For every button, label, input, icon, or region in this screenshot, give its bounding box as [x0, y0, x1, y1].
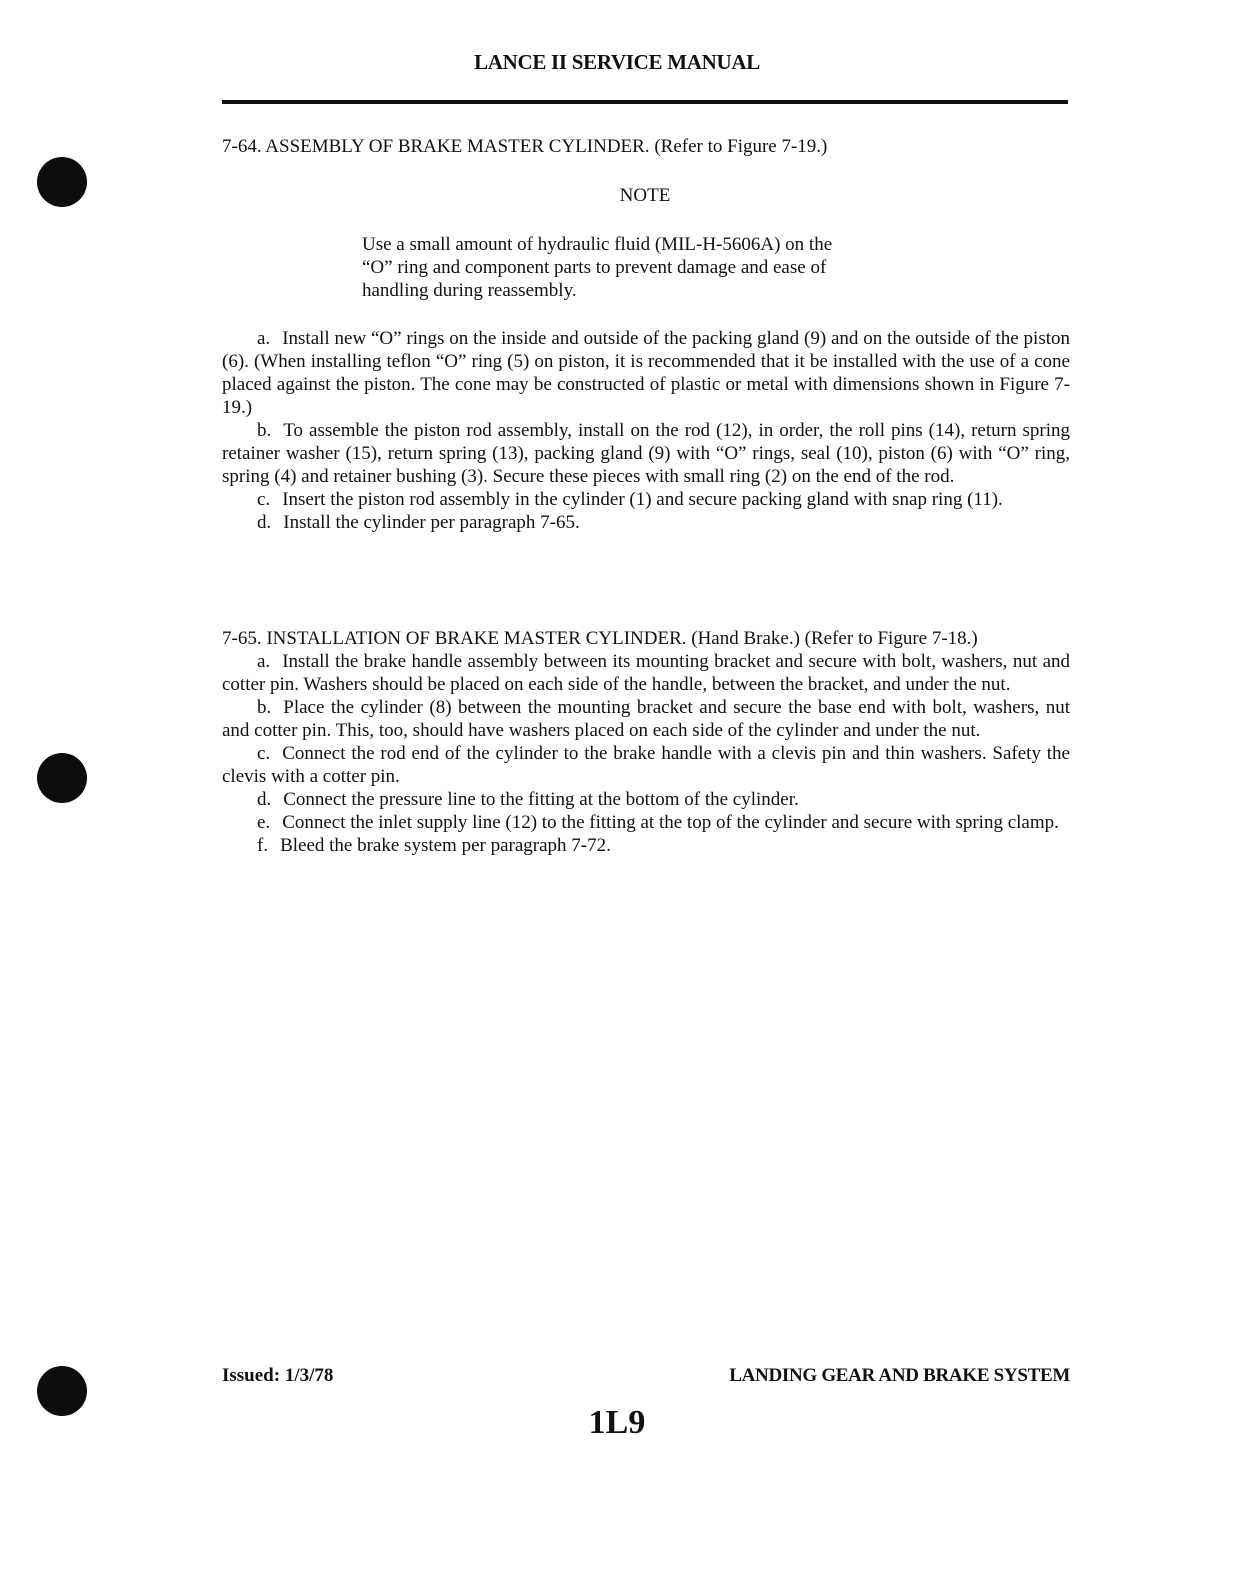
step-text: Connect the pressure line to the fitting at the bottom of the cylinder.	[283, 789, 799, 810]
step-a	[222, 650, 1070, 696]
step-d	[222, 788, 1070, 811]
step-e	[222, 811, 1070, 834]
step-b	[222, 696, 1070, 742]
step-text: Connect the inlet supply line (12) to the fitting at the top of the cylinder and secure with spring clamp.	[282, 812, 1059, 833]
note-line: handling during reassembly.	[362, 280, 577, 301]
header-rule	[222, 100, 1068, 104]
step-label: b.	[257, 697, 272, 718]
note-body	[362, 233, 940, 302]
step-label: f.	[257, 835, 269, 856]
step-label: a.	[257, 651, 271, 672]
step-label: a.	[257, 328, 271, 349]
step-text: Install the cylinder per paragraph 7-65.	[283, 512, 580, 533]
step-d	[222, 511, 1070, 534]
step-label: c.	[257, 489, 271, 510]
step-b	[222, 419, 1070, 488]
step-a	[222, 327, 1070, 419]
step-label: d.	[257, 789, 272, 810]
step-text: Install the brake handle assembly between its mounting bracket and secure with bolt, washers, nut and cotter pin. Washers should be placed on each side of the handle, between the bracket, and under the nut.	[222, 651, 1070, 695]
section-7-64-steps	[222, 327, 1070, 534]
note-line: “O” ring and component parts to prevent damage and ease of	[362, 257, 827, 278]
step-text: Place the cylinder (8) between the mounting bracket and secure the base end with bolt, washers, nut and cotter pin. This, too, should have washers placed on each side of the cylinder and under the nut.	[222, 697, 1070, 741]
section-title: 7-65. INSTALLATION OF BRAKE MASTER CYLINDER. (Hand Brake.) (Refer to Figure 7-18.)	[222, 628, 978, 649]
step-label: b.	[257, 420, 272, 441]
page-id: 1L9	[588, 1404, 646, 1441]
punch-hole-top	[37, 157, 87, 207]
section-title: 7-64. ASSEMBLY OF BRAKE MASTER CYLINDER. (Refer to Figure 7-19.)	[222, 136, 828, 157]
note-label: NOTE	[619, 185, 671, 206]
step-c	[222, 488, 1070, 511]
issued-date: Issued: 1/3/78	[222, 1365, 334, 1386]
step-f	[222, 834, 1070, 857]
note-line: Use a small amount of hydraulic fluid (MIL-H-5606A) on the	[362, 234, 833, 255]
chapter-title: LANDING GEAR AND BRAKE SYSTEM	[729, 1365, 1070, 1386]
step-label: e.	[257, 812, 271, 833]
section-7-64-title-block	[222, 135, 1070, 158]
section-7-65	[222, 627, 1070, 857]
punch-hole-middle	[37, 753, 87, 803]
step-text: Connect the rod end of the cylinder to the brake handle with a clevis pin and thin washers. Safety the clevis with a cotter pin.	[222, 743, 1070, 787]
step-label: c.	[257, 743, 271, 764]
step-text: Install new “O” rings on the inside and outside of the packing gland (9) and on the outside of the piston (6). (When installing teflon “O” ring (5) on piston, it is recommended that it be installed with the use of a cone placed against the piston. The cone may be constructed of plastic or metal with dimensions shown in Figure 7-19.)	[222, 328, 1070, 418]
running-head: LANCE II SERVICE MANUAL	[474, 50, 760, 74]
step-text: Insert the piston rod assembly in the cylinder (1) and secure packing gland with snap ring (11).	[282, 489, 1003, 510]
step-c	[222, 742, 1070, 788]
step-label: d.	[257, 512, 272, 533]
step-text: To assemble the piston rod assembly, install on the rod (12), in order, the roll pins (14), return spring retainer washer (15), return spring (13), packing gland (9) with “O” rings, seal (10), piston (6) with “O” ring, spring (4) and retainer bushing (3). Secure these pieces with small ring (2) on the end of the rod.	[222, 420, 1070, 487]
step-text: Bleed the brake system per paragraph 7-72.	[280, 835, 611, 856]
